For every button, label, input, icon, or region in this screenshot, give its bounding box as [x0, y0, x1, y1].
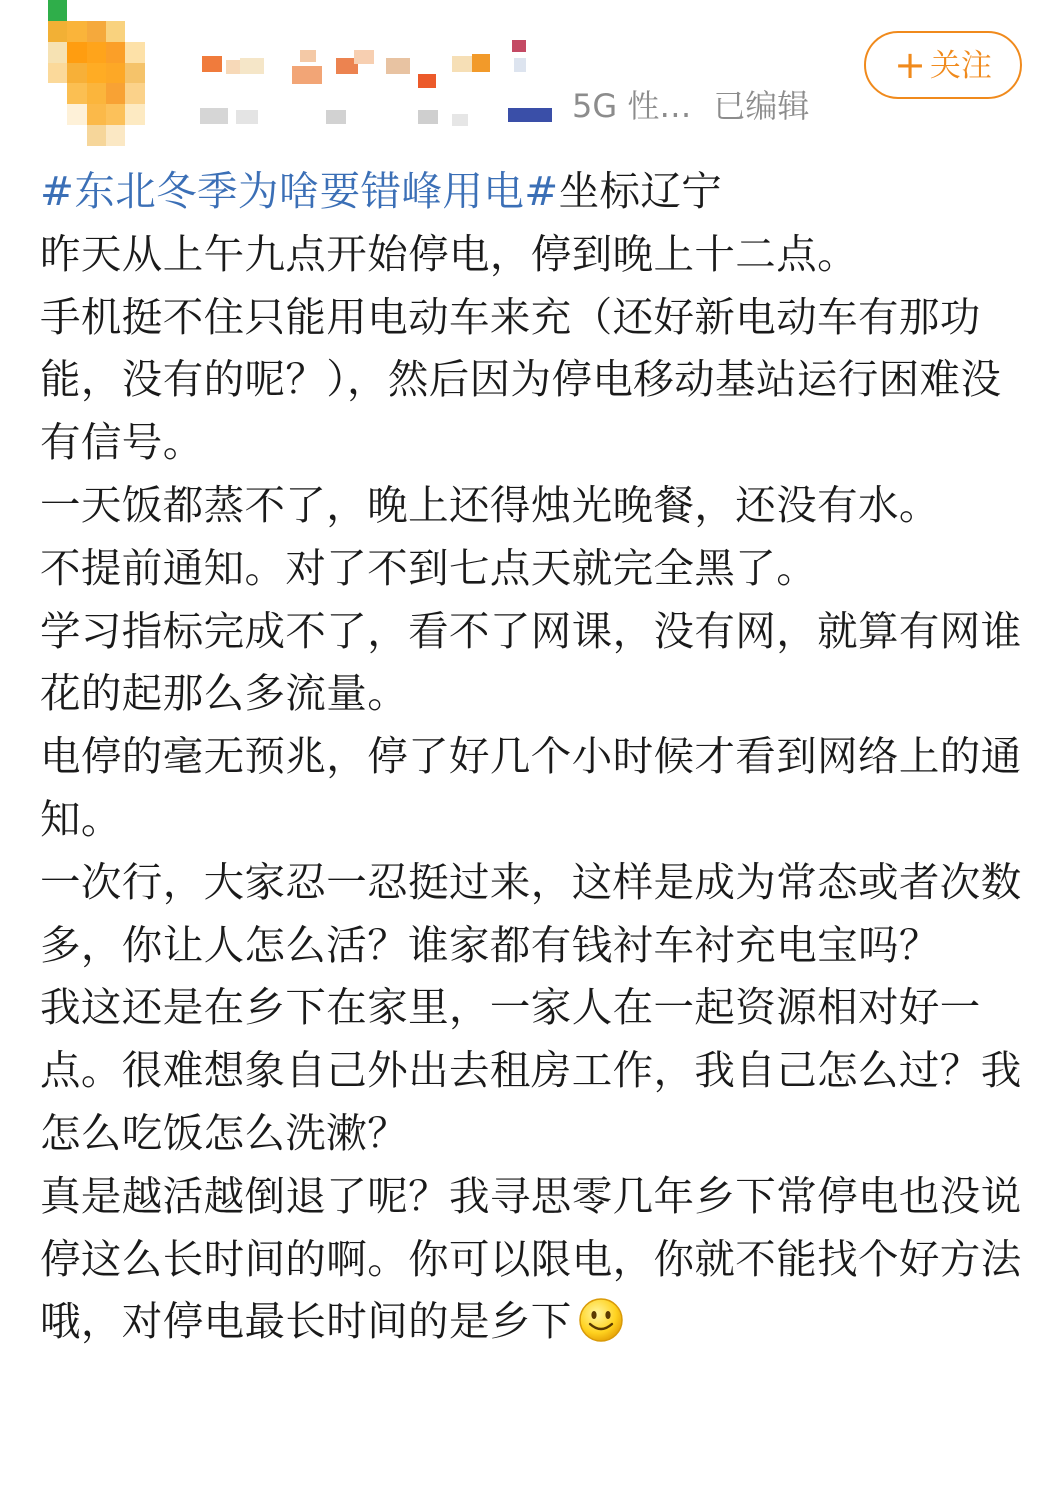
location-text: 坐标辽宁 [558, 167, 723, 215]
avatar[interactable] [48, 0, 164, 146]
post-paragraph: 学习指标完成不了，看不了网课，没有网，就算有网谁花的起那么多流量。 [40, 606, 1022, 718]
last-line-text: 哦，对停电最长时间的是乡下 [40, 1297, 572, 1346]
edited-label: 已编辑 [713, 87, 810, 125]
post-paragraph: 昨天从上午九点开始停电，停到晚上十二点。 [40, 229, 858, 278]
smile-icon [578, 1297, 624, 1343]
post-paragraph: 我这还是在乡下在家里，一家人在一起资源相对好一点。很难想象自己外出去租房工作，我自己怎么过？我怎么吃饭怎么洗漱？ [40, 983, 1022, 1157]
post-paragraph: 一次行，大家忍一忍挺过来，这样是成为常态或者次数多，你让人怎么活？谁家都有钱衬车衬充电宝吗？ [40, 857, 1022, 969]
post-meta [572, 84, 809, 128]
plus-icon: + [894, 43, 926, 87]
topic-hashtag[interactable]: #东北冬季为啥要错峰用电# [40, 167, 559, 215]
post-paragraph: 一天饭都蒸不了，晚上还得烛光晚餐，还没有水。 [40, 480, 940, 529]
post-body [40, 160, 1030, 1353]
follow-button[interactable] [864, 31, 1022, 99]
device-label: 5G 性… [572, 87, 692, 125]
username-blurred[interactable] [196, 36, 536, 126]
post-header [0, 0, 1064, 150]
follow-label: 关注 [929, 48, 992, 84]
post-paragraph: 真是越活越倒退了呢？我寻思零几年乡下常停电也没说停这么长时间的啊。你可以限电，你就不能找个好方法 [40, 1171, 1022, 1283]
post-paragraph [40, 1290, 1030, 1353]
post-paragraph [40, 160, 1030, 223]
post-paragraph: 电停的毫无预兆，停了好几个小时候才看到网络上的通知。 [40, 732, 1022, 843]
post-paragraph: 不提前通知。对了不到七点天就完全黑了。 [40, 543, 818, 592]
post-paragraph: 手机挺不住只能用电动车来充（还好新电动车有那功能，没有的呢？），然后因为停电移动基站运行困难没有信号。 [40, 292, 1002, 467]
